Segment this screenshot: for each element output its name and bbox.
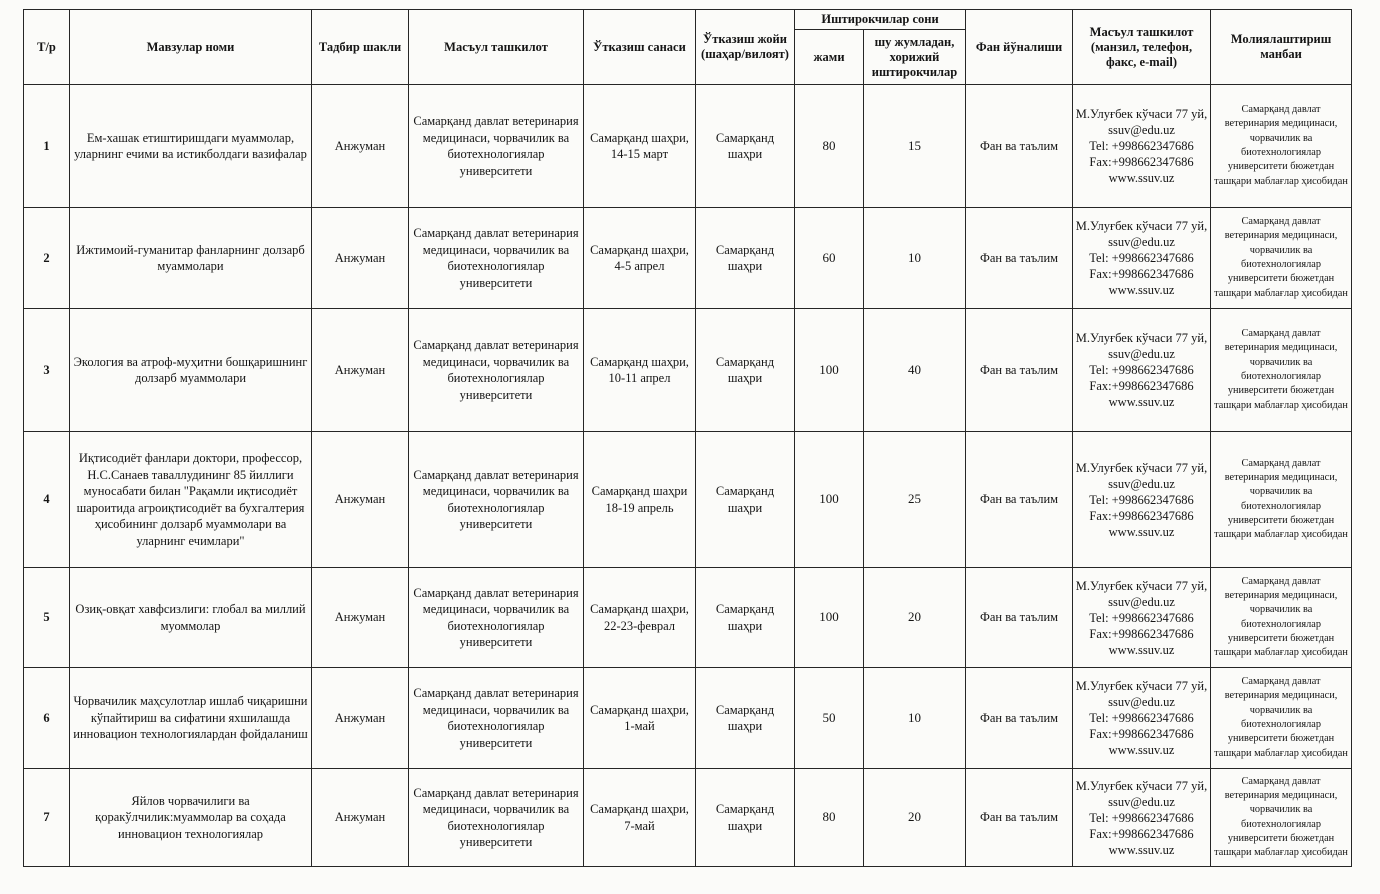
event-form: Анжуман — [312, 208, 409, 309]
contact-line: Tel: +998662347686 — [1089, 810, 1194, 825]
events-table — [23, 9, 1352, 867]
science-field: Фан ва таълим — [966, 568, 1073, 668]
participants-total: 80 — [795, 769, 864, 867]
contact-line: М.Улуғбек кўчаси 77 уй, ssuv@edu.uz — [1075, 679, 1208, 709]
table-header — [24, 10, 1352, 85]
science-field: Фан ва таълим — [966, 309, 1073, 432]
table-row — [24, 432, 1352, 568]
contact-line: Tel: +998662347686 — [1089, 610, 1194, 625]
contact-line: Fax:+998662347686 — [1089, 267, 1194, 281]
participants-foreign: 20 — [864, 568, 966, 668]
event-place: Самарқанд шаҳри — [696, 208, 795, 309]
contact-line: Tel: +998662347686 — [1089, 139, 1194, 153]
contact-info — [1073, 309, 1211, 432]
event-topic: Озиқ-овқат хавфсизлиги: глобал ва миллий муоммолар — [70, 568, 312, 668]
row-number: 2 — [24, 208, 70, 309]
header-place: Ўтказиш жойи (шаҳар/вилоят) — [696, 10, 795, 85]
event-date: Самарқанд шаҳри, 10-11 апрел — [584, 309, 696, 432]
participants-foreign: 10 — [864, 668, 966, 769]
responsible-org: Самарқанд давлат ветеринария медицинаси, чорвачилик ва биотехнологиялар университети — [409, 208, 584, 309]
contact-info — [1073, 208, 1211, 309]
responsible-org: Самарқанд давлат ветеринария медицинаси, чорвачилик ва биотехнологиялар университети — [409, 668, 584, 769]
science-field: Фан ва таълим — [966, 432, 1073, 568]
table-row — [24, 85, 1352, 208]
row-number: 5 — [24, 568, 70, 668]
contact-line: Tel: +998662347686 — [1089, 363, 1194, 377]
row-number: 7 — [24, 769, 70, 867]
document-sheet — [23, 9, 1352, 867]
header-foreign: шу жумладан, хорижий иштирокчилар — [864, 30, 966, 85]
contact-line: Fax:+998662347686 — [1089, 379, 1194, 393]
contact-line: Fax:+998662347686 — [1089, 727, 1194, 741]
contact-line: М.Улуғбек кўчаси 77 уй, ssuv@edu.uz — [1075, 107, 1208, 137]
contact-line: www.ssuv.uz — [1108, 642, 1175, 657]
participants-total: 80 — [795, 85, 864, 208]
participants-foreign: 25 — [864, 432, 966, 568]
header-total: жами — [795, 30, 864, 85]
header-no: Т/р — [24, 10, 70, 85]
event-form: Анжуман — [312, 668, 409, 769]
contact-line: М.Улуғбек кўчаси 77 уй, ssuv@edu.uz — [1075, 460, 1208, 491]
event-date: Самарқанд шаҳри 18-19 апрель — [584, 432, 696, 568]
funding-source: Самарқанд давлат ветеринария медицинаси, чорвачилик ва биотехнологиялар университети бюжетдан ташқари маблағлар ҳисобидан — [1211, 668, 1352, 769]
funding-source: Самарқанд давлат ветеринария медицинаси, чорвачилик ва биотехнологиялар университети бюжетдан ташқари маблағлар ҳисобидан — [1211, 568, 1352, 668]
science-field: Фан ва таълим — [966, 208, 1073, 309]
event-form: Анжуман — [312, 769, 409, 867]
science-field: Фан ва таълим — [966, 769, 1073, 867]
participants-total: 100 — [795, 568, 864, 668]
event-topic: Ижтимоий-гуманитар фанларнинг долзарб муаммолари — [70, 208, 312, 309]
contact-line: www.ssuv.uz — [1108, 524, 1175, 539]
funding-source: Самарқанд давлат ветеринария медицинаси, чорвачилик ва биотехнологиялар университети бюжетдан ташқари маблағлар ҳисобидан — [1211, 309, 1352, 432]
row-number: 6 — [24, 668, 70, 769]
contact-line: Tel: +998662347686 — [1089, 711, 1194, 725]
event-topic: Иқтисодиёт фанлари доктори, профессор, Н.С.Санаев таваллудининг 85 йиллиги муносабати билан "Рақамли иқтисодиёт шароитида агроиқтисодиёт ва бухгалтерия ҳисобининг долзарб муаммолари ва уларнинг ечимлари" — [70, 432, 312, 568]
event-topic: Ем-хашак етиштиришдаги муаммолар, уларнинг ечими ва истикболдаги вазифалар — [70, 85, 312, 208]
event-date: Самарқанд шаҳри, 1-май — [584, 668, 696, 769]
responsible-org: Самарқанд давлат ветеринария медицинаси, чорвачилик ва биотехнологиялар университети — [409, 85, 584, 208]
contact-line: www.ssuv.uz — [1108, 283, 1175, 297]
participants-foreign: 20 — [864, 769, 966, 867]
contact-line: Tel: +998662347686 — [1089, 492, 1194, 507]
event-topic: Чорвачилик маҳсулотлар ишлаб чиқаришни кўпайтириш ва сифатини яхшилашда инновацион технологиялардан фойдаланиш — [70, 668, 312, 769]
contact-info — [1073, 568, 1211, 668]
participants-total: 100 — [795, 309, 864, 432]
funding-source: Самарқанд давлат ветеринария медицинаси, чорвачилик ва биотехнологиялар университети бюжетдан ташқари маблағлар ҳисобидан — [1211, 85, 1352, 208]
header-contact: Масъул ташкилот (манзил, телефон, факс, e-mail) — [1073, 10, 1211, 85]
event-topic: Экология ва атроф-муҳитни бошқаришнинг долзарб муаммолари — [70, 309, 312, 432]
header-funding: Молиялаштириш манбаи — [1211, 10, 1352, 85]
contact-line: М.Улуғбек кўчаси 77 уй, ssuv@edu.uz — [1075, 219, 1208, 249]
participants-total: 100 — [795, 432, 864, 568]
responsible-org: Самарқанд давлат ветеринария медицинаси, чорвачилик ва биотехнологиялар университети — [409, 769, 584, 867]
contact-line: М.Улуғбек кўчаси 77 уй, ssuv@edu.uz — [1075, 331, 1208, 361]
event-date: Самарқанд шаҳри, 7-май — [584, 769, 696, 867]
table-row — [24, 208, 1352, 309]
event-date: Самарқанд шаҳри, 4-5 апрел — [584, 208, 696, 309]
row-number: 3 — [24, 309, 70, 432]
event-place: Самарқанд шаҳри — [696, 769, 795, 867]
contact-line: М.Улуғбек кўчаси 77 уй, ssuv@edu.uz — [1075, 778, 1208, 809]
participants-foreign: 15 — [864, 85, 966, 208]
contact-line: Fax:+998662347686 — [1089, 155, 1194, 169]
contact-line: М.Улуғбек кўчаси 77 уй, ssuv@edu.uz — [1075, 578, 1208, 609]
header-date: Ўтказиш санаси — [584, 10, 696, 85]
table-row — [24, 668, 1352, 769]
header-form: Тадбир шакли — [312, 10, 409, 85]
event-form: Анжуман — [312, 309, 409, 432]
table-body — [24, 85, 1352, 867]
responsible-org: Самарқанд давлат ветеринария медицинаси, чорвачилик ва биотехнологиялар университети — [409, 568, 584, 668]
science-field: Фан ва таълим — [966, 85, 1073, 208]
responsible-org: Самарқанд давлат ветеринария медицинаси, чорвачилик ва биотехнологиялар университети — [409, 432, 584, 568]
event-place: Самарқанд шаҳри — [696, 568, 795, 668]
funding-source: Самарқанд давлат ветеринария медицинаси, чорвачилик ва биотехнологиялар университети бюжетдан ташқари маблағлар ҳисобидан — [1211, 208, 1352, 309]
contact-info — [1073, 432, 1211, 568]
contact-info — [1073, 85, 1211, 208]
science-field: Фан ва таълим — [966, 668, 1073, 769]
contact-line: www.ssuv.uz — [1108, 842, 1175, 857]
contact-line: www.ssuv.uz — [1108, 743, 1175, 757]
contact-line: www.ssuv.uz — [1108, 171, 1175, 185]
header-participants: Иштирокчилар сони — [795, 10, 966, 30]
participants-total: 50 — [795, 668, 864, 769]
contact-info — [1073, 769, 1211, 867]
event-place: Самарқанд шаҳри — [696, 309, 795, 432]
table-row — [24, 309, 1352, 432]
contact-info — [1073, 668, 1211, 769]
contact-line: www.ssuv.uz — [1108, 395, 1175, 409]
responsible-org: Самарқанд давлат ветеринария медицинаси, чорвачилик ва биотехнологиялар университети — [409, 309, 584, 432]
event-form: Анжуман — [312, 85, 409, 208]
table-row — [24, 769, 1352, 867]
participants-foreign: 10 — [864, 208, 966, 309]
funding-source: Самарқанд давлат ветеринария медицинаси, чорвачилик ва биотехнологиялар университети бюжетдан ташқари маблағлар ҳисобидан — [1211, 769, 1352, 867]
participants-total: 60 — [795, 208, 864, 309]
event-form: Анжуман — [312, 568, 409, 668]
row-number: 1 — [24, 85, 70, 208]
event-date: Самарқанд шаҳри, 22-23-феврал — [584, 568, 696, 668]
funding-source: Самарқанд давлат ветеринария медицинаси, чорвачилик ва биотехнологиялар университети бюжетдан ташқари маблағлар ҳисобидан — [1211, 432, 1352, 568]
event-place: Самарқанд шаҳри — [696, 668, 795, 769]
event-place: Самарқанд шаҳри — [696, 432, 795, 568]
event-place: Самарқанд шаҳри — [696, 85, 795, 208]
contact-line: Fax:+998662347686 — [1089, 626, 1194, 641]
table-row — [24, 568, 1352, 668]
header-org: Масъул ташкилот — [409, 10, 584, 85]
header-topic: Мавзулар номи — [70, 10, 312, 85]
event-topic: Яйлов чорвачилиги ва қоракўлчилик:муаммолар ва соҳада инновацион технологиялар — [70, 769, 312, 867]
event-date: Самарқанд шаҳри, 14-15 март — [584, 85, 696, 208]
contact-line: Fax:+998662347686 — [1089, 508, 1194, 523]
contact-line: Fax:+998662347686 — [1089, 826, 1194, 841]
event-form: Анжуман — [312, 432, 409, 568]
participants-foreign: 40 — [864, 309, 966, 432]
contact-line: Tel: +998662347686 — [1089, 251, 1194, 265]
row-number: 4 — [24, 432, 70, 568]
header-field: Фан йўналиши — [966, 10, 1073, 85]
